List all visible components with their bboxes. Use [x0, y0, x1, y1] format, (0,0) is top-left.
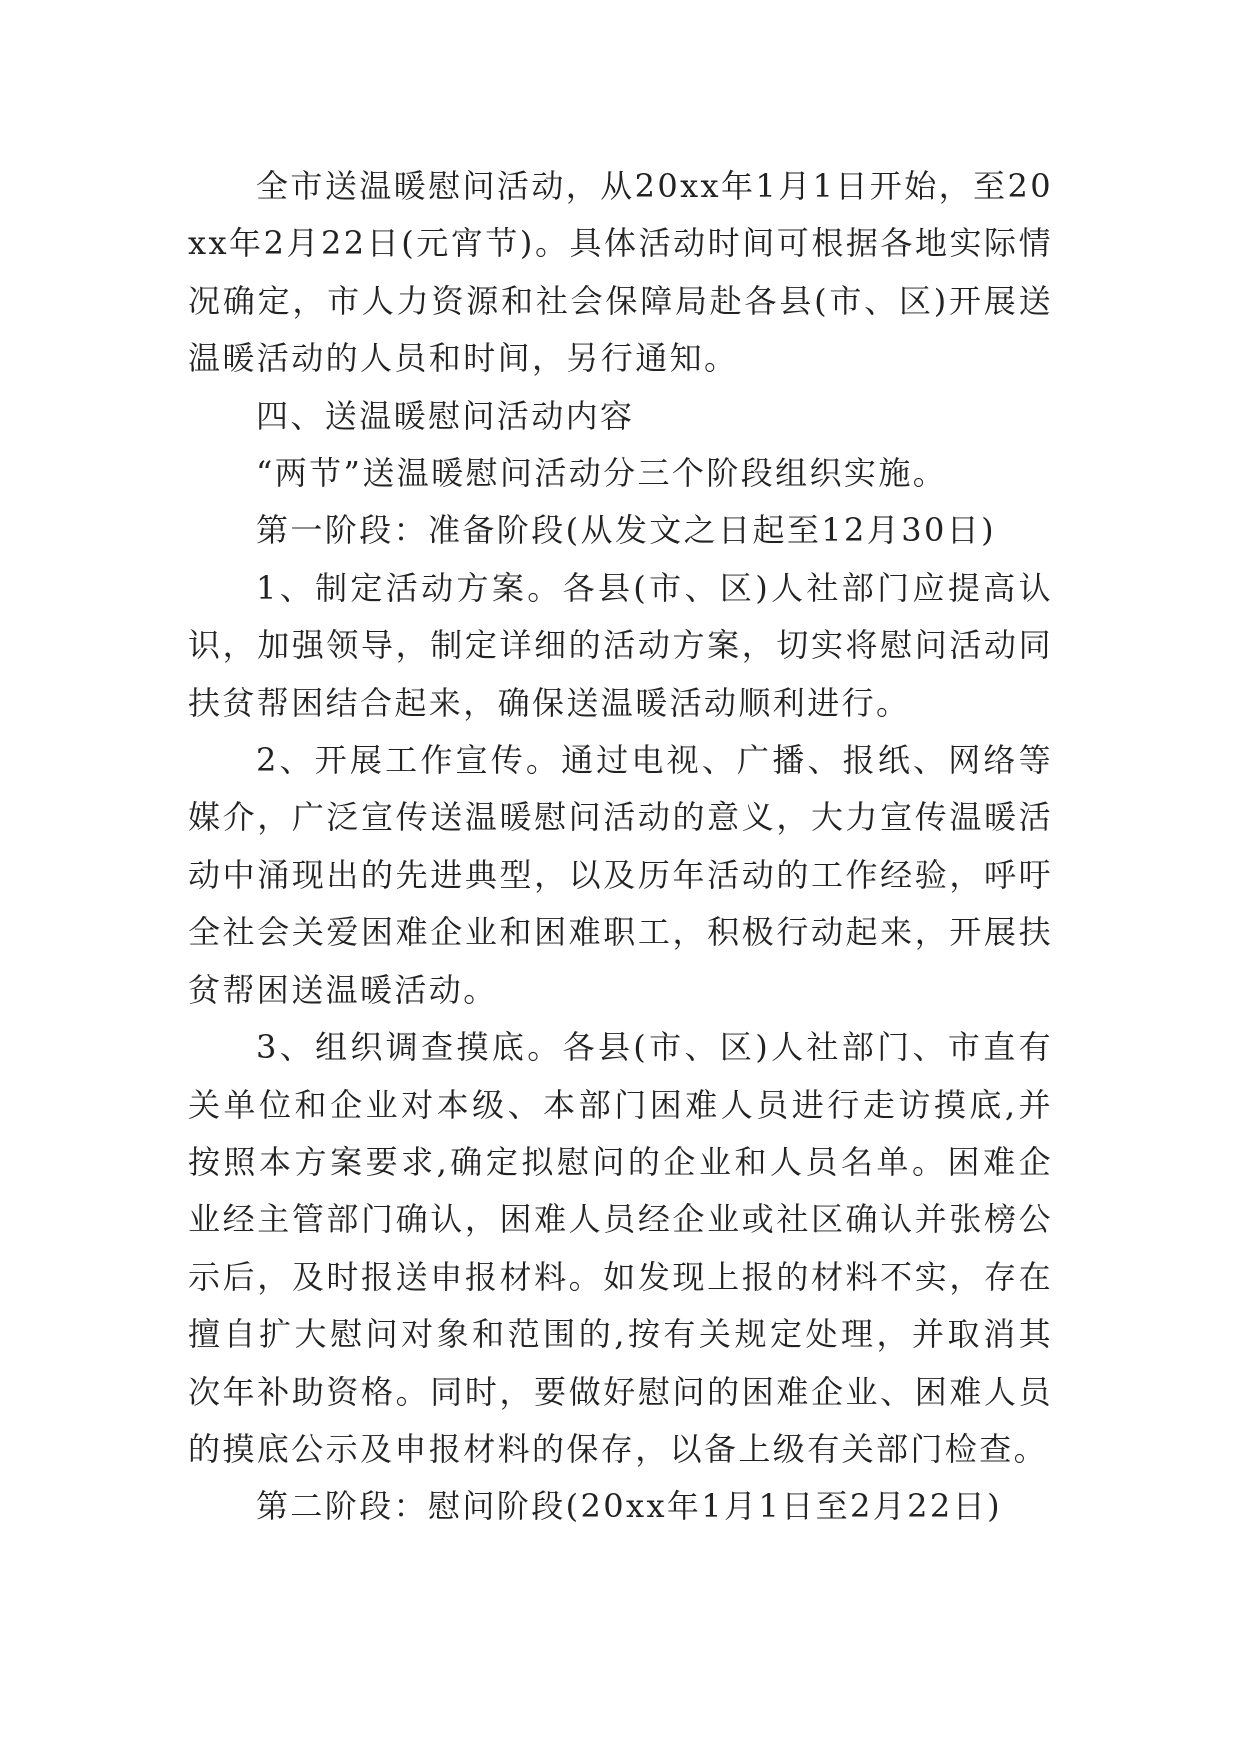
paragraph-item-3-survey: 3、组织调查摸底。各县(市、区)人社部门、市直有关单位和企业对本级、本部门困难人员进行走访摸底,并按照本方案要求,确定拟慰问的企业和人员名单。困难企业经主管部门确认，困难人员经企业或社区确认并张榜公示后，及时报送申报材料。如发现上报的材料不实，存在擅自扩大慰问对象和范围的,按有关规定处理，并取消其次年补助资格。同时，要做好慰问的困难企业、困难人员的摸底公示及申报材料的保存，以备上级有关部门检查。 — [188, 1028, 1053, 1468]
stage-heading-preparation: 第一阶段：准备阶段(从发文之日起至12月30日) — [256, 511, 997, 550]
paragraph-activity-period: 全市送温暖慰问活动，从20xx年1月1日开始，至20xx年2月22日(元宵节)。具体活动时间可根据各地实际情况确定，市人力资源和社会保障局赴各县(市、区)开展送温暖活动的人员和时间，另行通知。 — [188, 167, 1053, 378]
section-heading-activity-content: 四、送温暖慰问活动内容 — [256, 396, 635, 435]
stage-heading-visits: 第二阶段：慰问阶段(20xx年1月1日至2月22日) — [256, 1487, 1002, 1526]
paragraph-item-1-plan: 1、制定活动方案。各县(市、区)人社部门应提高认识，加强领导，制定详细的活动方案，切实将慰问活动同扶贫帮困结合起来，确保送温暖活动顺利进行。 — [188, 568, 1053, 722]
document-body — [188, 158, 1053, 1536]
paragraph-three-stages: “两节”送温暖慰问活动分三个阶段组织实施。 — [256, 454, 948, 493]
paragraph-item-2-publicity: 2、开展工作宣传。通过电视、广播、报纸、网络等媒介，广泛宣传送温暖慰问活动的意义，大力宣传温暖活动中涌现出的先进典型，以及历年活动的工作经验，呼吁全社会关爱困难企业和困难职工，积极行动起来，开展扶贫帮困送温暖活动。 — [188, 741, 1053, 1009]
